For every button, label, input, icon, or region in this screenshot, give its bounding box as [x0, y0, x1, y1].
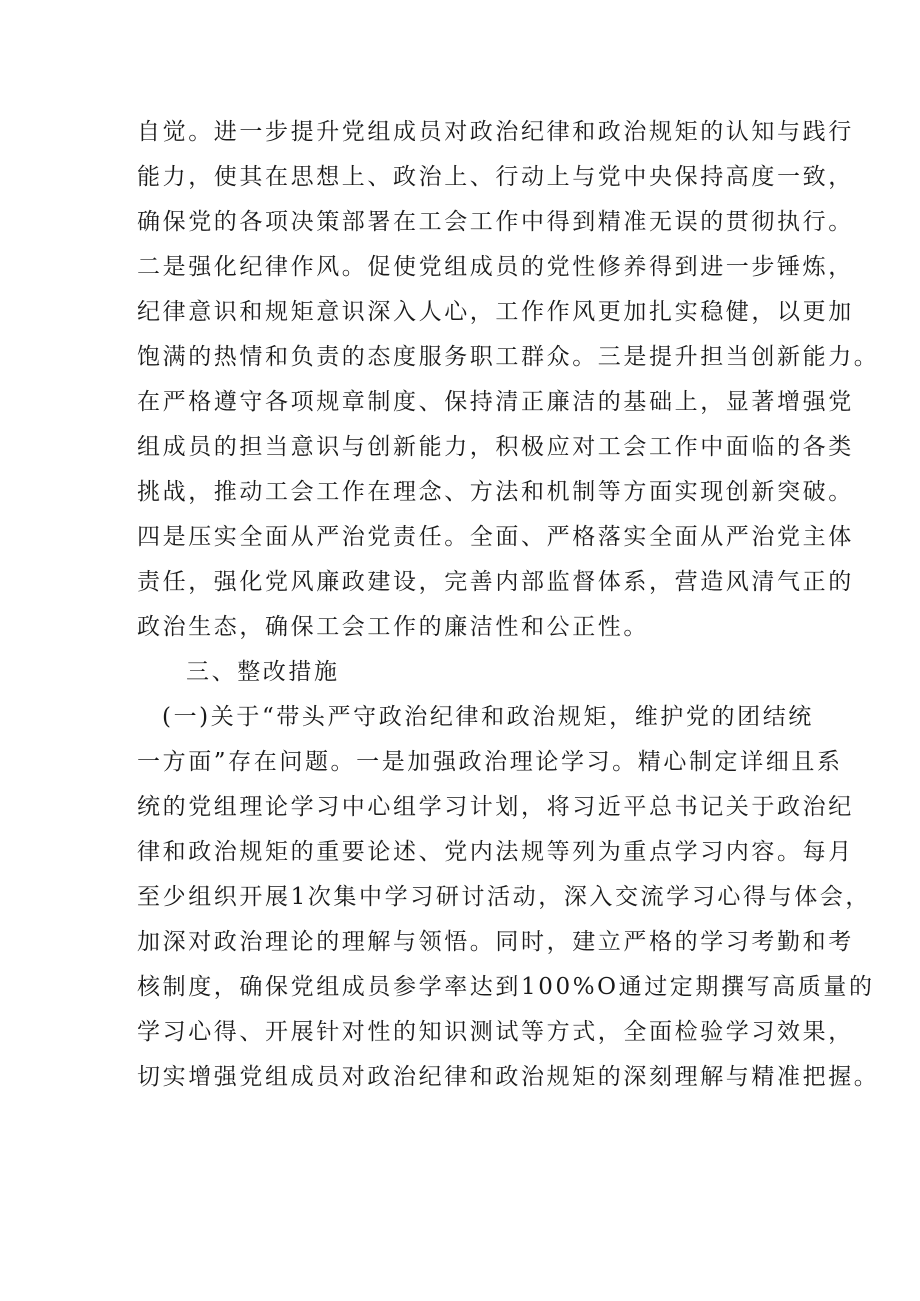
- body-text-line: 组成员的担当意识与创新能力，积极应对工会工作中面临的各类: [137, 434, 854, 460]
- body-text-line: 责任，强化党风廉政建设，完善内部监督体系，营造风清气正的: [137, 569, 854, 595]
- body-text-line: 饱满的热情和负责的态度服务职工群众。三是提升担当创新能力。: [137, 344, 880, 370]
- body-text-line: 统的党组理论学习中心组学习计划，将习近平总书记关于政治纪: [137, 794, 854, 820]
- body-text-line: 至少组织开展1次集中学习研讨活动，深入交流学习心得与体会，: [137, 884, 872, 910]
- body-text-line: 纪律意识和规矩意识深入人心，工作作风更加扎实稳健，以更加: [137, 299, 854, 325]
- body-text-line: 律和政治规矩的重要论述、党内法规等列为重点学习内容。每月: [137, 839, 854, 865]
- body-text-line: 在严格遵守各项规章制度、保持清正廉洁的基础上，显著增强党: [137, 389, 854, 415]
- body-text-line: 学习心得、开展针对性的知识测试等方式，全面检验学习效果，: [137, 1019, 854, 1045]
- body-text-line: 能力，使其在思想上、政治上、行动上与党中央保持高度一致，: [137, 164, 854, 190]
- body-text-line: 加深对政治理论的理解与领悟。同时，建立严格的学习考勤和考: [137, 929, 854, 955]
- body-text-line: 确保党的各项决策部署在工会工作中得到精准无误的贯彻执行。: [137, 209, 854, 235]
- body-text-line: 政治生态，确保工会工作的廉洁性和公正性。: [137, 614, 649, 640]
- section-heading: 三、整改措施: [186, 659, 340, 685]
- body-text-line: 切实增强党组成员对政治纪律和政治规矩的深刻理解与精准把握。: [137, 1064, 880, 1090]
- body-text-line: 一方面”存在问题。一是加强政治理论学习。精心制定详细且系: [137, 749, 843, 775]
- body-text-line: 二是强化纪律作风。促使党组成员的党性修养得到进一步锤炼，: [137, 254, 854, 280]
- body-text-line: 四是压实全面从严治党责任。全面、严格落实全面从严治党主体: [137, 524, 854, 550]
- body-text-line: 挑战，推动工会工作在理念、方法和机制等方面实现创新突破。: [137, 479, 854, 505]
- body-text-line: 自觉。进一步提升党组成员对政治纪律和政治规矩的认知与践行: [137, 119, 854, 145]
- paragraph-start-line: (一)关于“带头严守政治纪律和政治规矩，维护党的团结统: [162, 704, 814, 730]
- body-text-line: 核制度，确保党组成员参学率达到100%O通过定期撰写高质量的: [137, 974, 875, 1000]
